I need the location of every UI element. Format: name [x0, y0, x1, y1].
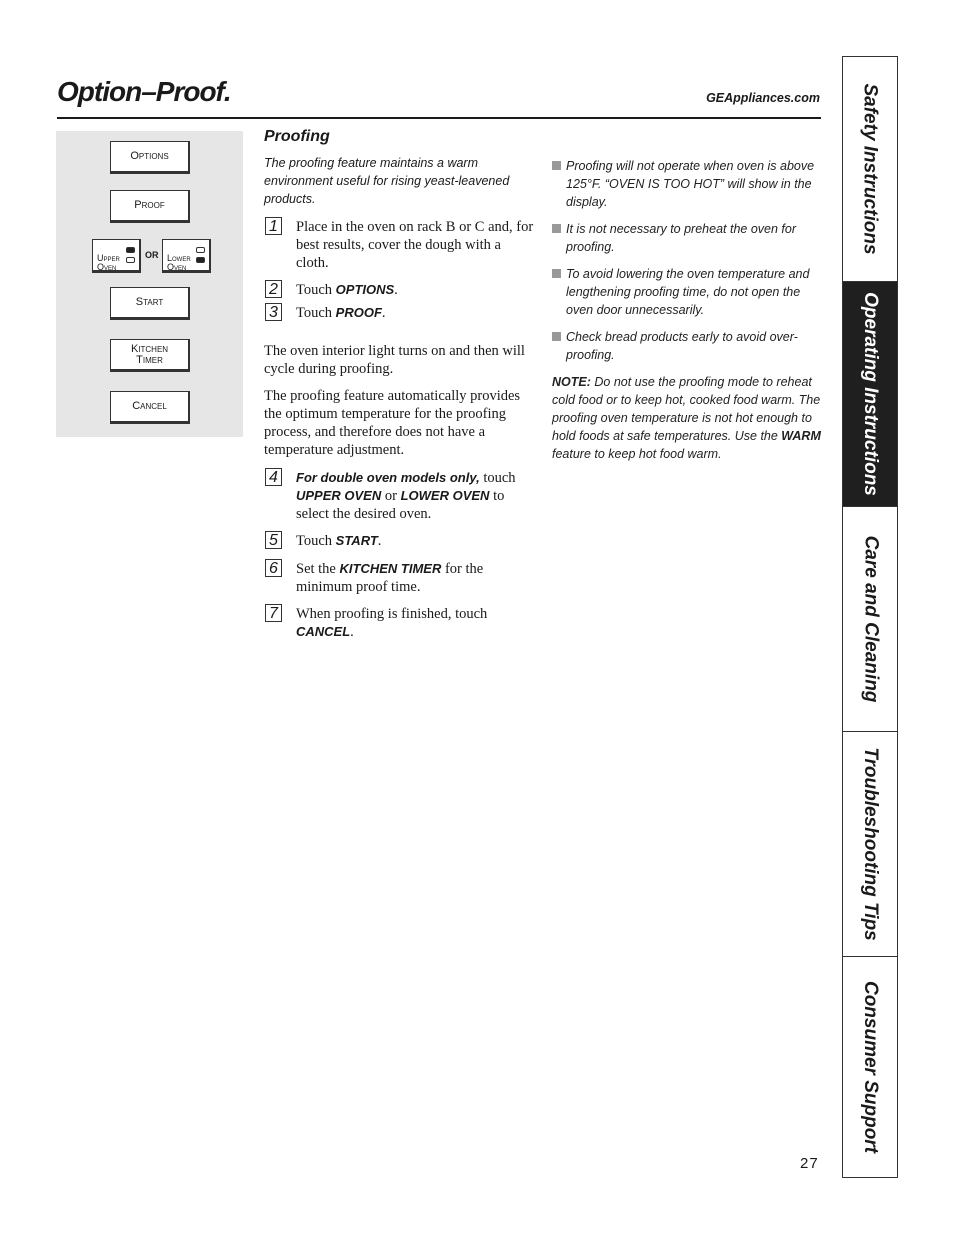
- cancel-key: Cancel: [110, 391, 190, 424]
- keyword: LOWER OVEN: [400, 488, 490, 503]
- section-heading: Proofing: [264, 128, 330, 145]
- keyword: PROOF: [335, 305, 382, 320]
- body-paragraph: The oven interior light turns on and then will cycle during proofing.: [264, 343, 525, 377]
- page-number: 27: [800, 1155, 819, 1172]
- keyword: KITCHEN TIMER: [339, 561, 442, 576]
- tab-safety-instructions[interactable]: [843, 57, 897, 282]
- bullet-item: [552, 265, 824, 319]
- keyword: START: [335, 533, 378, 548]
- keyword: CANCEL: [296, 624, 351, 639]
- bullet-text: Check bread products early to avoid over-proofing.: [566, 330, 798, 362]
- step-number: 7: [265, 604, 282, 622]
- step-number: 2: [265, 280, 282, 298]
- bullet-text: Proofing will not operate when oven is above 125°F. “OVEN IS TOO HOT” will show in the display.: [566, 159, 815, 209]
- step-number: 5: [265, 531, 282, 549]
- bullet-square-icon: [552, 269, 561, 278]
- step-5: [264, 532, 536, 550]
- step-text: Touch: [296, 282, 336, 298]
- website-link[interactable]: GEAppliances.com: [706, 91, 820, 105]
- keyword: OPTIONS: [335, 282, 395, 297]
- bullet-square-icon: [552, 161, 561, 170]
- bullet-text: It is not necessary to preheat the oven for proofing.: [566, 222, 796, 254]
- step-text: Touch: [296, 533, 336, 549]
- bullet-text: To avoid lowering the oven temperature and lengthening proofing time, do not open the oven door unnecessarily.: [566, 267, 810, 317]
- tab-label: Safety Instructions: [860, 83, 882, 255]
- step-4: [264, 469, 536, 523]
- step-text: When proofing is finished, touch: [296, 606, 488, 622]
- step-text: Touch: [296, 305, 336, 321]
- or-label: OR: [145, 250, 159, 260]
- section-tabs: [842, 56, 898, 1178]
- step-number: 4: [265, 468, 282, 486]
- note-text: Do not use the proofing mode to reheat cold food or to keep hot, cooked food warm. The proofing oven temperature is not hot enough to hold foods at safe temperatures. Use the: [552, 375, 821, 443]
- step-text: for the minimum proof time.: [296, 561, 484, 595]
- step-number: 1: [265, 217, 282, 235]
- body-paragraph: The proofing feature automatically provides the optimum temperature for the proofing process, and therefore does not have a temperature adjustment.: [264, 388, 521, 458]
- step-7: [264, 605, 536, 641]
- page-title: Option–Proof.: [57, 76, 231, 107]
- step-text: Set the: [296, 561, 340, 577]
- step-text: .: [394, 282, 398, 298]
- step-6: [264, 560, 536, 596]
- step-1: [264, 218, 536, 272]
- bullet-item: [552, 157, 824, 211]
- tab-label: Consumer Support: [860, 980, 881, 1154]
- indicator-light-icon: [196, 247, 205, 253]
- bullet-square-icon: [552, 332, 561, 341]
- note-paragraph: [552, 373, 824, 463]
- proof-key: Proof: [110, 190, 190, 223]
- tab-troubleshooting-tips[interactable]: [843, 732, 897, 957]
- step-text: Place in the oven on rack B or C and, for best results, cover the dough with a cloth.: [296, 219, 534, 271]
- step-text: .: [350, 624, 354, 640]
- kitchen-timer-key: Kitchen Timer: [110, 339, 190, 372]
- indicator-light-icon: [126, 257, 135, 263]
- step-text: .: [377, 533, 382, 549]
- lower-oven-key: [162, 239, 211, 273]
- proofing-section: [264, 128, 536, 650]
- step-3: [264, 304, 536, 322]
- bullet-item: [552, 328, 824, 364]
- step-number: 3: [265, 303, 282, 321]
- note-label: NOTE:: [552, 375, 591, 389]
- start-key: Start: [110, 287, 190, 320]
- tab-label: Troubleshooting Tips: [860, 747, 881, 941]
- control-panel-illustration: [56, 131, 243, 437]
- step-text: to select the desired oven.: [296, 488, 505, 522]
- keyword: UPPER OVEN: [296, 488, 382, 503]
- options-key: Options: [110, 141, 190, 174]
- step-number: 6: [265, 559, 282, 577]
- tab-consumer-support[interactable]: [843, 957, 897, 1177]
- notes-section: [552, 157, 824, 463]
- upper-oven-label: Upper Oven: [97, 253, 120, 272]
- indicator-light-icon: [196, 257, 205, 263]
- bullet-square-icon: [552, 224, 561, 233]
- intro-text: The proofing feature maintains a warm environment useful for rising yeast-leavened products.: [264, 156, 510, 206]
- note-text: feature to keep hot food warm.: [552, 447, 722, 461]
- keyword: For double oven models only,: [296, 470, 480, 485]
- step-text: or: [381, 488, 401, 504]
- indicator-light-icon: [126, 247, 135, 253]
- lower-oven-label: Lower Oven: [167, 253, 191, 272]
- keyword: WARM: [781, 429, 821, 443]
- step-text: .: [381, 305, 386, 321]
- header-rule: [57, 117, 821, 119]
- tab-care-and-cleaning[interactable]: [843, 507, 897, 732]
- upper-oven-key: [92, 239, 141, 273]
- tab-label: Care and Cleaning: [860, 535, 882, 703]
- tab-operating-instructions[interactable]: [843, 282, 897, 507]
- step-2: [264, 281, 536, 299]
- tab-label: Operating Instructions: [860, 292, 881, 496]
- bullet-item: [552, 220, 824, 256]
- step-text: touch: [479, 470, 516, 486]
